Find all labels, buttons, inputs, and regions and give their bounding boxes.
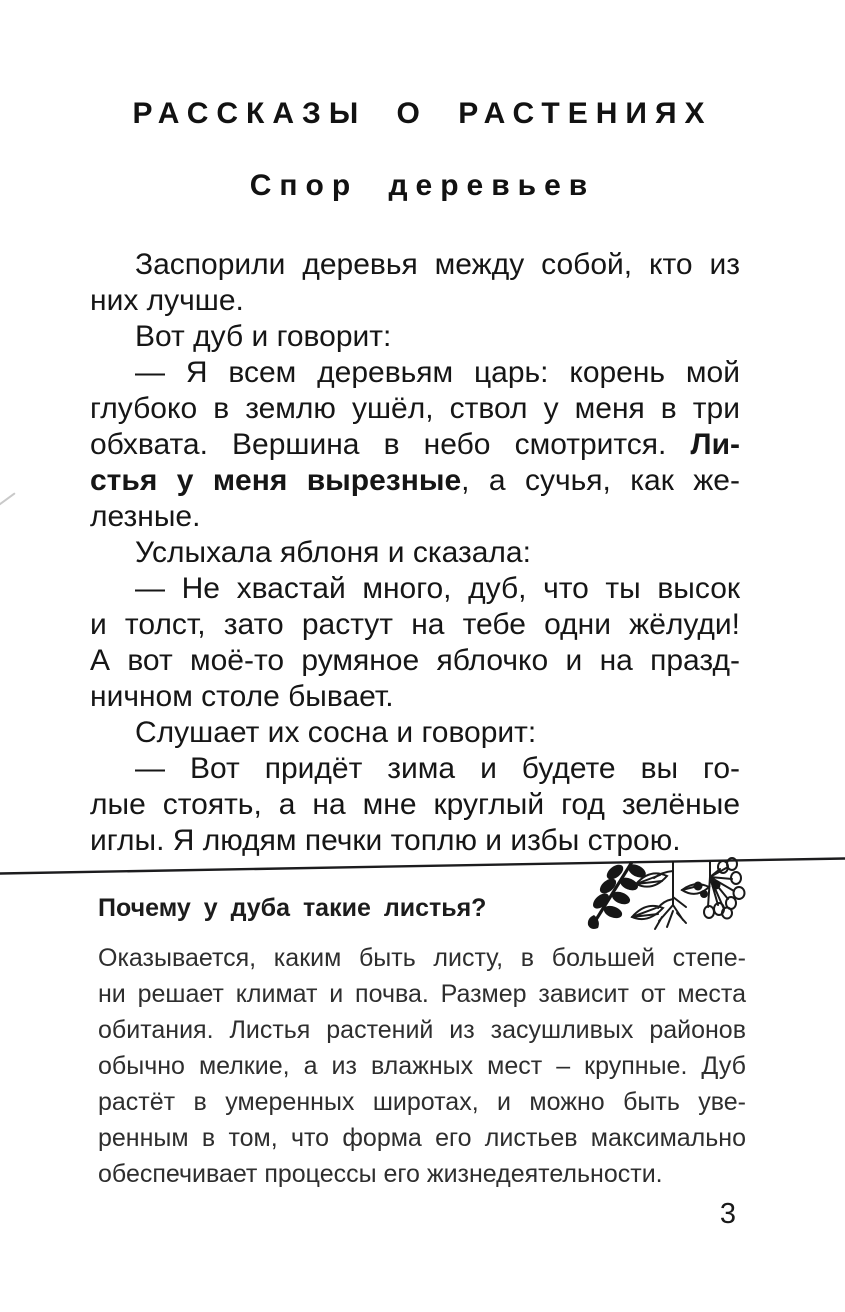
story-line: и толст, зато растут на тебе одни жёлуди! [90,608,740,641]
bold-phrase: Ли- [690,428,740,461]
story-line: глубоко в землю ушёл, ствол у меня в три [90,392,740,425]
story-title: Спор деревьев [249,169,596,202]
note-line: ренным в том, что форма его листьев максимально [98,1124,746,1152]
note-text [98,940,746,1192]
story-line: Услыхала яблоня и сказала: [135,536,531,569]
note-line: Оказывается, каким быть листу, в большей степе- [98,944,746,972]
story-line: лые стоять, а на мне круглый год зелёные [90,788,740,821]
story-line: Слушает их сосна и говорит: [135,716,537,749]
story-line: обхвата. Вершина в небо смотрится. Ли- [90,428,740,461]
note-line: растёт в умеренных широтах, и можно быть уве- [98,1088,746,1116]
note-line: обычно мелкие, а из влажных мест – крупные. Дуб [98,1052,746,1080]
note-line: обитания. Листья растений из засушливых районов [98,1016,746,1044]
story-line: стья у меня вырезные, а сучья, как же- [90,464,740,497]
story-line: — Вот придёт зима и будете вы го- [135,752,740,785]
note-question-heading: Почему у дуба такие листья? [98,894,487,922]
story-line: них лучше. [90,284,244,317]
story-line: А вот моё-то румяное яблочко и на празд- [90,644,740,677]
page-number: 3 [719,1198,737,1230]
note-line: обеспечивает процессы его жизнедеятельности. [98,1160,663,1188]
story-line: — Не хвастай много, дуб, что ты высок [135,572,740,605]
note-line: ни решает климат и почва. Размер зависит от места [98,980,746,1008]
stray-pencil-mark [0,492,16,505]
story-line: иглы. Я людям печки топлю и избы строю. [90,824,681,857]
story-line: — Я всем деревьям царь: корень мой [135,356,740,389]
story-line: Вот дуб и говорит: [135,320,392,353]
story-line: Заспорили деревья между собой, кто из [135,248,740,281]
story-line: ничном столе бывает. [90,680,394,713]
section-title: РАССКАЗЫ О РАСТЕНИЯХ [132,97,713,130]
story-line: лезные. [90,500,201,533]
note-section [98,893,746,1192]
story-text [90,247,740,859]
bold-phrase: стья у меня вырезные [90,464,462,497]
